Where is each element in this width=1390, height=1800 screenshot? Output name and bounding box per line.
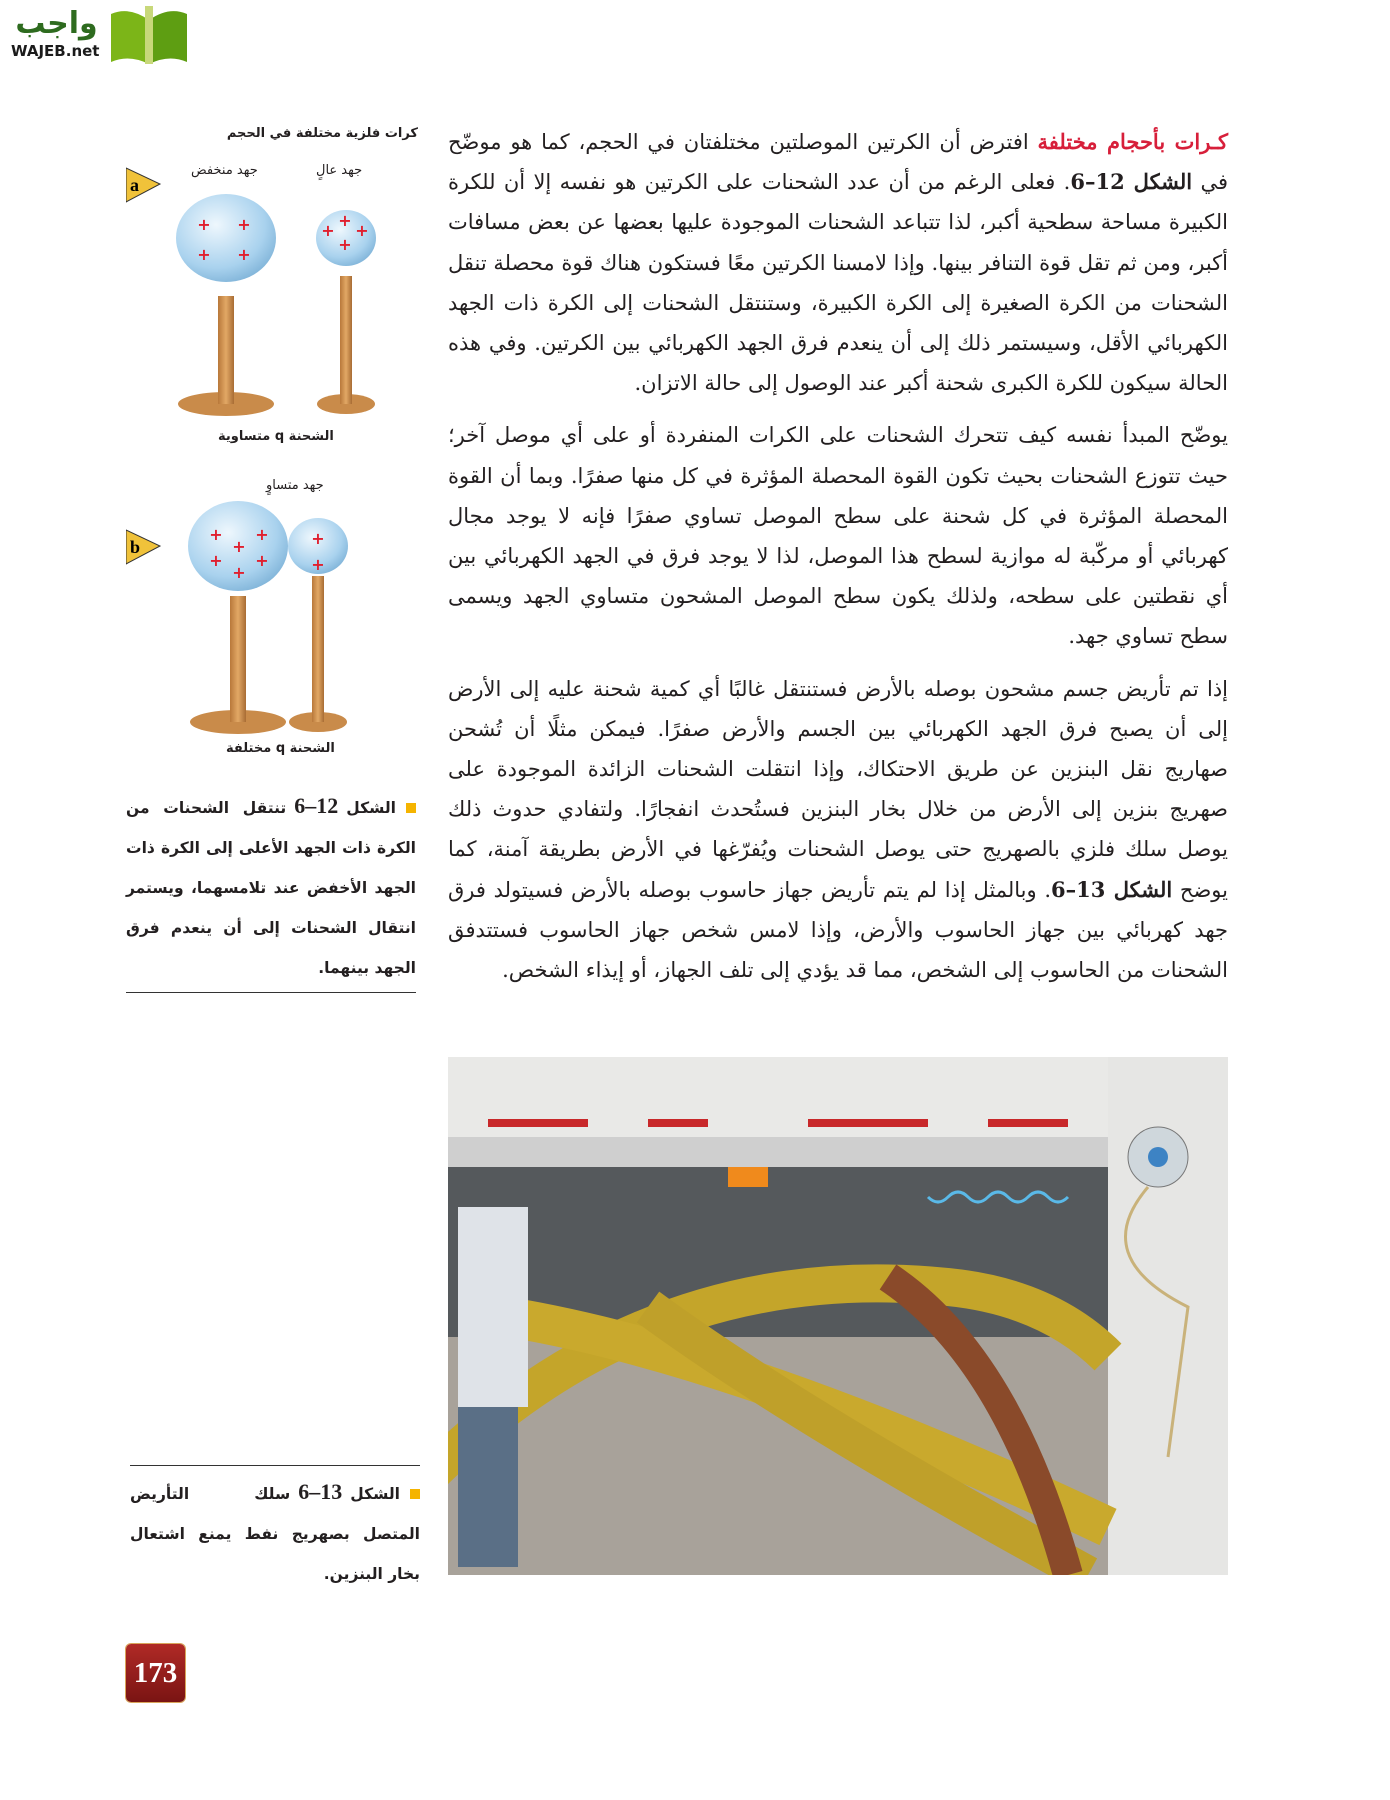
label-high-potential: جهد عالٍ bbox=[316, 163, 363, 178]
logo-latin: WAJEB.net bbox=[11, 42, 100, 60]
svg-text:+: + bbox=[338, 211, 352, 230]
svg-text:+: + bbox=[209, 525, 223, 544]
caption-number: 12–6 bbox=[294, 793, 339, 818]
svg-text:+: + bbox=[237, 245, 251, 264]
caption-text: سلك التأريض المتصل بصهريج نفط يمنع اشتعال بخار البنزين. bbox=[130, 1485, 420, 1583]
tanker-grounding-photo bbox=[448, 1057, 1228, 1575]
svg-text:+: + bbox=[232, 563, 246, 582]
svg-text:+: + bbox=[197, 245, 211, 264]
figure-title: كرات فلزية مختلفة في الحجم bbox=[226, 126, 418, 141]
svg-text:+: + bbox=[311, 555, 325, 574]
figure-12-6-caption bbox=[126, 786, 416, 993]
svg-text:+: + bbox=[255, 551, 269, 570]
book-icon bbox=[107, 6, 191, 66]
page-number: 173 bbox=[126, 1644, 185, 1702]
paragraph-grounding bbox=[448, 669, 1228, 991]
svg-text:+: + bbox=[232, 537, 246, 556]
caption-label: الشكل bbox=[350, 1485, 400, 1503]
logo-arabic: واجب bbox=[15, 6, 98, 41]
text: افترض أن الكرتين الموصلتين مختلفتان في الحجم، كما هو موضّح في bbox=[448, 130, 1229, 195]
photo-illustration bbox=[448, 1057, 1228, 1575]
caption-text: تنتقل الشحنات من الكرة ذات الجهد الأعلى إلى الكرة ذات الجهد الأخفض عند تلامسهما، ويستمر انتقال الشحنات إلى أن ينعدم فرق الجهد بينهما. bbox=[126, 799, 416, 977]
svg-text:+: + bbox=[355, 221, 369, 240]
svg-text:+: + bbox=[338, 235, 352, 254]
figure-12-6 bbox=[126, 126, 418, 766]
section-heading: كـرات بأحجام مختلفة bbox=[1037, 129, 1228, 154]
caption-label: الشكل bbox=[346, 799, 396, 817]
svg-text:+: + bbox=[237, 215, 251, 234]
svg-text:+: + bbox=[209, 551, 223, 570]
wajeb-logo bbox=[9, 2, 189, 66]
label-equal-charge: الشحنة q متساوية bbox=[218, 429, 334, 444]
label-b-marker bbox=[126, 530, 160, 564]
body-text bbox=[448, 122, 1228, 1002]
label-low-potential: جهد منخفض bbox=[191, 163, 258, 178]
svg-text:+: + bbox=[311, 529, 325, 548]
paragraph-different-sizes bbox=[448, 122, 1228, 403]
paragraph-equipotential: يوضّح المبدأ نفسه كيف تتحرك الشحنات على الكرات المنفردة أو على أي موصل آخر؛ حيث تتوزع الشحنات بحيث تكون القوة المحصلة المؤثرة في كل منها صفرًا. وبما أن القوة المحصلة المؤثرة في كل شحنة على سطح الموصل تساوي صفرًا فإنه لا يوجد مجال كهربائي أو مركّبة له موازية لسطح هذا الموصل، لذا لا يوجد فرق في الجهد الكهربائي بين أي نقطتين على سطحه، ولذلك يكون سطح الموصل المشحون متساوي الجهد ويسمى سطح تساوي جهد. bbox=[448, 423, 1228, 649]
svg-text:+: + bbox=[321, 221, 335, 240]
svg-text:a: a bbox=[130, 175, 139, 195]
figure-ref: الشكل 12–6 bbox=[1070, 169, 1193, 195]
figure-ref: الشكل 13–6 bbox=[1051, 876, 1173, 902]
label-a-marker bbox=[126, 168, 160, 202]
bullet-square-icon bbox=[406, 803, 416, 813]
caption-number: 13–6 bbox=[298, 1479, 343, 1504]
bullet-square-icon bbox=[410, 1489, 420, 1499]
text: . فعلى الرغم من أن عدد الشحنات على الكرتين هو نفسه إلا أن للكرة الكبيرة مساحة سطحية أكبر، لذا تتباعد الشحنات الموجودة عليها بعضها عن بعض مسافات أكبر، ومن ثم تقل قوة التنافر بينها. وإذا لامسنا الكرتين معًا فستكون هناك قوة محصلة تنقل الشحنات من الكرة الصغيرة إلى الكرة الكبيرة، وستنتقل الشحنات إلى الكرة ذات الجهد الكهربائي الأقل، وسيستمر ذلك إلى أن ينعدم فرق الجهد الكهربائي بين الكرتين. وفي هذه الحالة سيكون للكرة الكبرى شحنة أكبر عند الوصول إلى حالة الاتزان. bbox=[448, 170, 1228, 396]
label-different-charge: الشحنة q مختلفة bbox=[226, 741, 335, 756]
label-equal-potential: جهد متساوٍ bbox=[266, 478, 324, 493]
svg-text:+: + bbox=[197, 215, 211, 234]
spheres-diagram bbox=[126, 126, 418, 766]
text: إذا تم تأريض جسم مشحون بوصله بالأرض فستنتقل غالبًا أي كمية شحنة عليه إلى الأرض إلى أن يصبح فرق الجهد الكهربائي بين الجسم والأرض صفرًا. فيمكن مثلًا أن تُشحن صهاريج نقل البنزين عن طريق الاحتكاك، وإذا انتقلت الشحنات الزائدة الموجودة على صهريج بنزين إلى الأرض من خلال بخار البنزين فستُحدث انفجارًا. ولتفادي حدوث ذلك يوصل سلك فلزي بالصهريج حتى يوصل الشحنات ويُفرّغها في الأرض بطريقة آمنة، كما يوضح bbox=[448, 676, 1229, 902]
figure-13-6-caption bbox=[130, 1465, 420, 1594]
svg-text:+: + bbox=[255, 525, 269, 544]
text: . وبالمثل إذا لم يتم تأريض جهاز حاسوب بوصله بالأرض فسيتولد فرق جهد كهربائي بين جهاز الحاسوب والأرض، وإذا لامس شخص جهاز الحاسوب فستتدفق الشحنات من الحاسوب إلى الشخص، مما قد يؤدي إلى تلف الجهاز، أو إيذاء الشخص. bbox=[448, 877, 1228, 983]
svg-text:b: b bbox=[130, 537, 141, 557]
